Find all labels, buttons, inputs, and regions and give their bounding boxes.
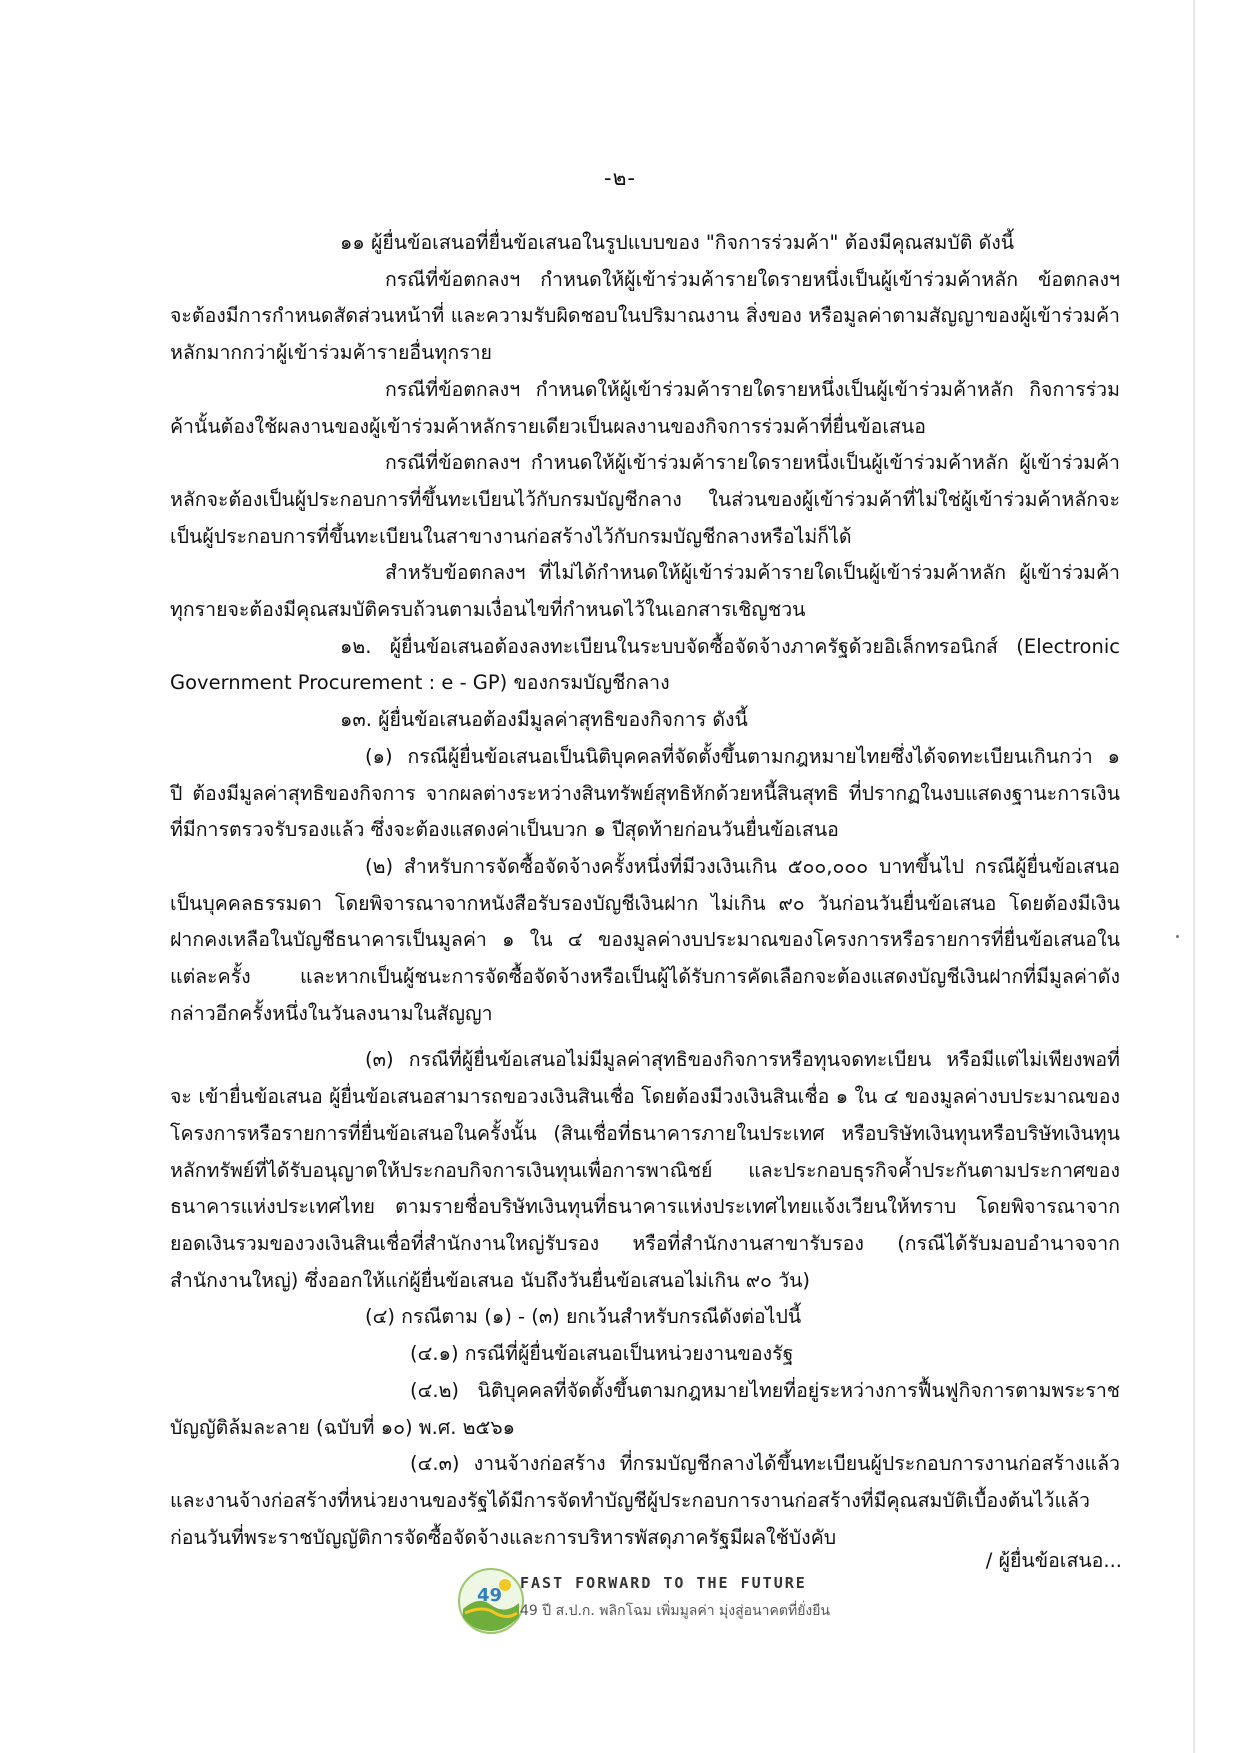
document-body	[170, 225, 1120, 1556]
slogan-thai: 49 ปี ส.ป.ก. พลิกโฉม เพิ่มมูลค่า มุ่งสู่อนาคตที่ยั่งยืน	[520, 1603, 831, 1619]
paragraph-11: ๑๑ ผู้ยื่นข้อเสนอที่ยื่นข้อเสนอในรูปแบบของ "กิจการร่วมค้า" ต้องมีคุณสมบัติ ดังนี้	[340, 231, 1015, 254]
slogan-english: FAST FORWARD TO THE FUTURE	[520, 1574, 807, 1592]
paragraph-12: ๑๒. ผู้ยื่นข้อเสนอต้องลงทะเบียนในระบบจัดซื้อจัดจ้างภาครัฐด้วยอิเล็กทรอนิกส์ (Electronic Government Procurement : e - GP) ของกรมบัญชีกลาง	[170, 634, 1120, 695]
paragraph-jv-lead-registration: กรณีที่ข้อตกลงฯ กำหนดให้ผู้เข้าร่วมค้ารายใดรายหนึ่งเป็นผู้เข้าร่วมค้าหลัก ผู้เข้าร่วมค้าหลักจะต้องเป็นผู้ประกอบการที่ขึ้นทะเบียนไว้กับกรมบัญชีกลาง ในส่วนของผู้เข้าร่วมค้าที่ไม่ใช่ผู้เข้าร่วมค้าหลักจะเป็นผู้ประกอบการที่ขึ้นทะเบียนในสาขางานก่อสร้างไว้กับกรมบัญชีกลางหรือไม่ก็ได้	[170, 451, 1120, 548]
page-edge-line	[1193, 0, 1195, 1753]
paragraph-13: ๑๓. ผู้ยื่นข้อเสนอต้องมีมูลค่าสุทธิของกิจการ ดังนี้	[340, 708, 748, 732]
paragraph-13-4: (๔) กรณีตาม (๑) - (๓) ยกเว้นสำหรับกรณีดังต่อไปนี้	[365, 1305, 802, 1329]
paragraph-13-4-1: (๔.๑) กรณีที่ผู้ยื่นข้อเสนอเป็นหน่วยงานของรัฐ	[410, 1342, 794, 1366]
anniversary-logo	[455, 1565, 527, 1637]
paragraph-13-4-2: (๔.๒) นิติบุคคลที่จัดตั้งขึ้นตามกฎหมายไทยที่อยู่ระหว่างการฟื้นฟูกิจการตามพระราชบัญญัติล้มละลาย (ฉบับที่ ๑๐) พ.ศ. ๒๕๖๑	[170, 1378, 1120, 1439]
paragraph-13-4-3: (๔.๓) งานจ้างก่อสร้าง ที่กรมบัญชีกลางได้ขึ้นทะเบียนผู้ประกอบการงานก่อสร้างแล้ว และงานจ้างก่อสร้างที่หน่วยงานของรัฐได้มีการจัดทำบัญชีผู้ประกอบการงานก่อสร้างที่มีคุณสมบัติเบื้องต้นไว้แล้ว ก่อนวันที่พระราชบัญญัติการจัดซื้อจัดจ้างและการบริหารพัสดุภาครัฐมีผลใช้บังคับ	[170, 1452, 1120, 1549]
footer-slogan	[520, 1574, 830, 1622]
continuation-note: / ผู้ยื่นข้อเสนอ...	[985, 1549, 1122, 1572]
paragraph-13-1: (๑) กรณีผู้ยื่นข้อเสนอเป็นนิติบุคคลที่จัดตั้งขึ้นตามกฎหมายไทยซึ่งได้จดทะเบียนเกินกว่า ๑ ปี ต้องมีมูลค่าสุทธิของกิจการ จากผลต่างระหว่างสินทรัพย์สุทธิหักด้วยหนี้สินสุทธิ ที่ปรากฏในงบแสดงฐานะการเงินที่มีการตรวจรับรองแล้ว ซึ่งจะต้องแสดงค่าเป็นบวก ๑ ปีสุดท้ายก่อนวันยื่นข้อเสนอ	[170, 744, 1120, 842]
logo-number: 49	[477, 1585, 503, 1606]
paragraph-13-2: (๒) สำหรับการจัดซื้อจัดจ้างครั้งหนึ่งที่มีวงเงินเกิน ๕๐๐,๐๐๐ บาทขึ้นไป กรณีผู้ยื่นข้อเสนอเป็นบุคคลธรรมดา โดยพิจารณาจากหนังสือรับรองบัญชีเงินฝาก ไม่เกิน ๙๐ วันก่อนวันยื่นข้อเสนอ โดยต้องมีเงินฝากคงเหลือในบัญชีธนาคารเป็นมูลค่า ๑ ใน ๔ ของมูลค่างบประมาณของโครงการหรือรายการที่ยื่นข้อเสนอในแต่ละครั้ง และหากเป็นผู้ชนะการจัดซื้อจัดจ้างหรือเป็นผู้ได้รับการคัดเลือกจะต้องแสดงบัญชีเงินฝากที่มีมูลค่าดังกล่าวอีกครั้งหนึ่งในวันลงนามในสัญญา	[170, 854, 1120, 1025]
paragraph-13-3: (๓) กรณีที่ผู้ยื่นข้อเสนอไม่มีมูลค่าสุทธิของกิจการหรือทุนจดทะเบียน หรือมีแต่ไม่เพียงพอที่จะ เข้ายื่นข้อเสนอ ผู้ยื่นข้อเสนอสามารถขอวงเงินสินเชื่อ โดยต้องมีวงเงินสินเชื่อ ๑ ใน ๔ ของมูลค่างบประมาณของโครงการหรือรายการที่ยื่นข้อเสนอในครั้งนั้น (สินเชื่อที่ธนาคารภายในประเทศ หรือบริษัทเงินทุนหรือบริษัทเงินทุนหลักทรัพย์ที่ได้รับอนุญาตให้ประกอบกิจการเงินทุนเพื่อการพาณิชย์ และประกอบธุรกิจค้ำประกันตามประกาศของธนาคารแห่งประเทศไทย ตามรายชื่อบริษัทเงินทุนที่ธนาคารแห่งประเทศไทยแจ้งเวียนให้ทราบ โดยพิจารณาจากยอดเงินรวมของวงเงินสินเชื่อที่สำนักงานใหญ่รับรอง หรือที่สำนักงานสาขารับรอง (กรณีได้รับมอบอำนาจจากสำนักงานใหญ่) ซึ่งออกให้แก่ผู้ยื่นข้อเสนอ นับถึงวันยื่นข้อเสนอไม่เกิน ๙๐ วัน)	[170, 1048, 1120, 1292]
paragraph-jv-no-lead: สำหรับข้อตกลงฯ ที่ไม่ได้กำหนดให้ผู้เข้าร่วมค้ารายใดเป็นผู้เข้าร่วมค้าหลัก ผู้เข้าร่วมค้าทุกรายจะต้องมีคุณสมบัติครบถ้วนตามเงื่อนไขที่กำหนดไว้ในเอกสารเชิญชวน	[170, 561, 1120, 622]
page-number: -๒-	[604, 166, 636, 190]
paragraph-jv-lead-works: กรณีที่ข้อตกลงฯ กำหนดให้ผู้เข้าร่วมค้ารายใดรายหนึ่งเป็นผู้เข้าร่วมค้าหลัก กิจการร่วมค้านั้นต้องใช้ผลงานของผู้เข้าร่วมค้าหลักรายเดียวเป็นผลงานของกิจการร่วมค้าที่ยื่นข้อเสนอ	[170, 377, 1120, 438]
scan-speck	[1176, 935, 1179, 938]
paragraph-jv-lead-partner: กรณีที่ข้อตกลงฯ กำหนดให้ผู้เข้าร่วมค้ารายใดรายหนึ่งเป็นผู้เข้าร่วมค้าหลัก ข้อตกลงฯ จะต้องมีการกำหนดสัดส่วนหน้าที่ และความรับผิดชอบในปริมาณงาน สิ่งของ หรือมูลค่าตามสัญญาของผู้เข้าร่วมค้าหลักมากกว่าผู้เข้าร่วมค้ารายอื่นทุกราย	[170, 267, 1120, 365]
